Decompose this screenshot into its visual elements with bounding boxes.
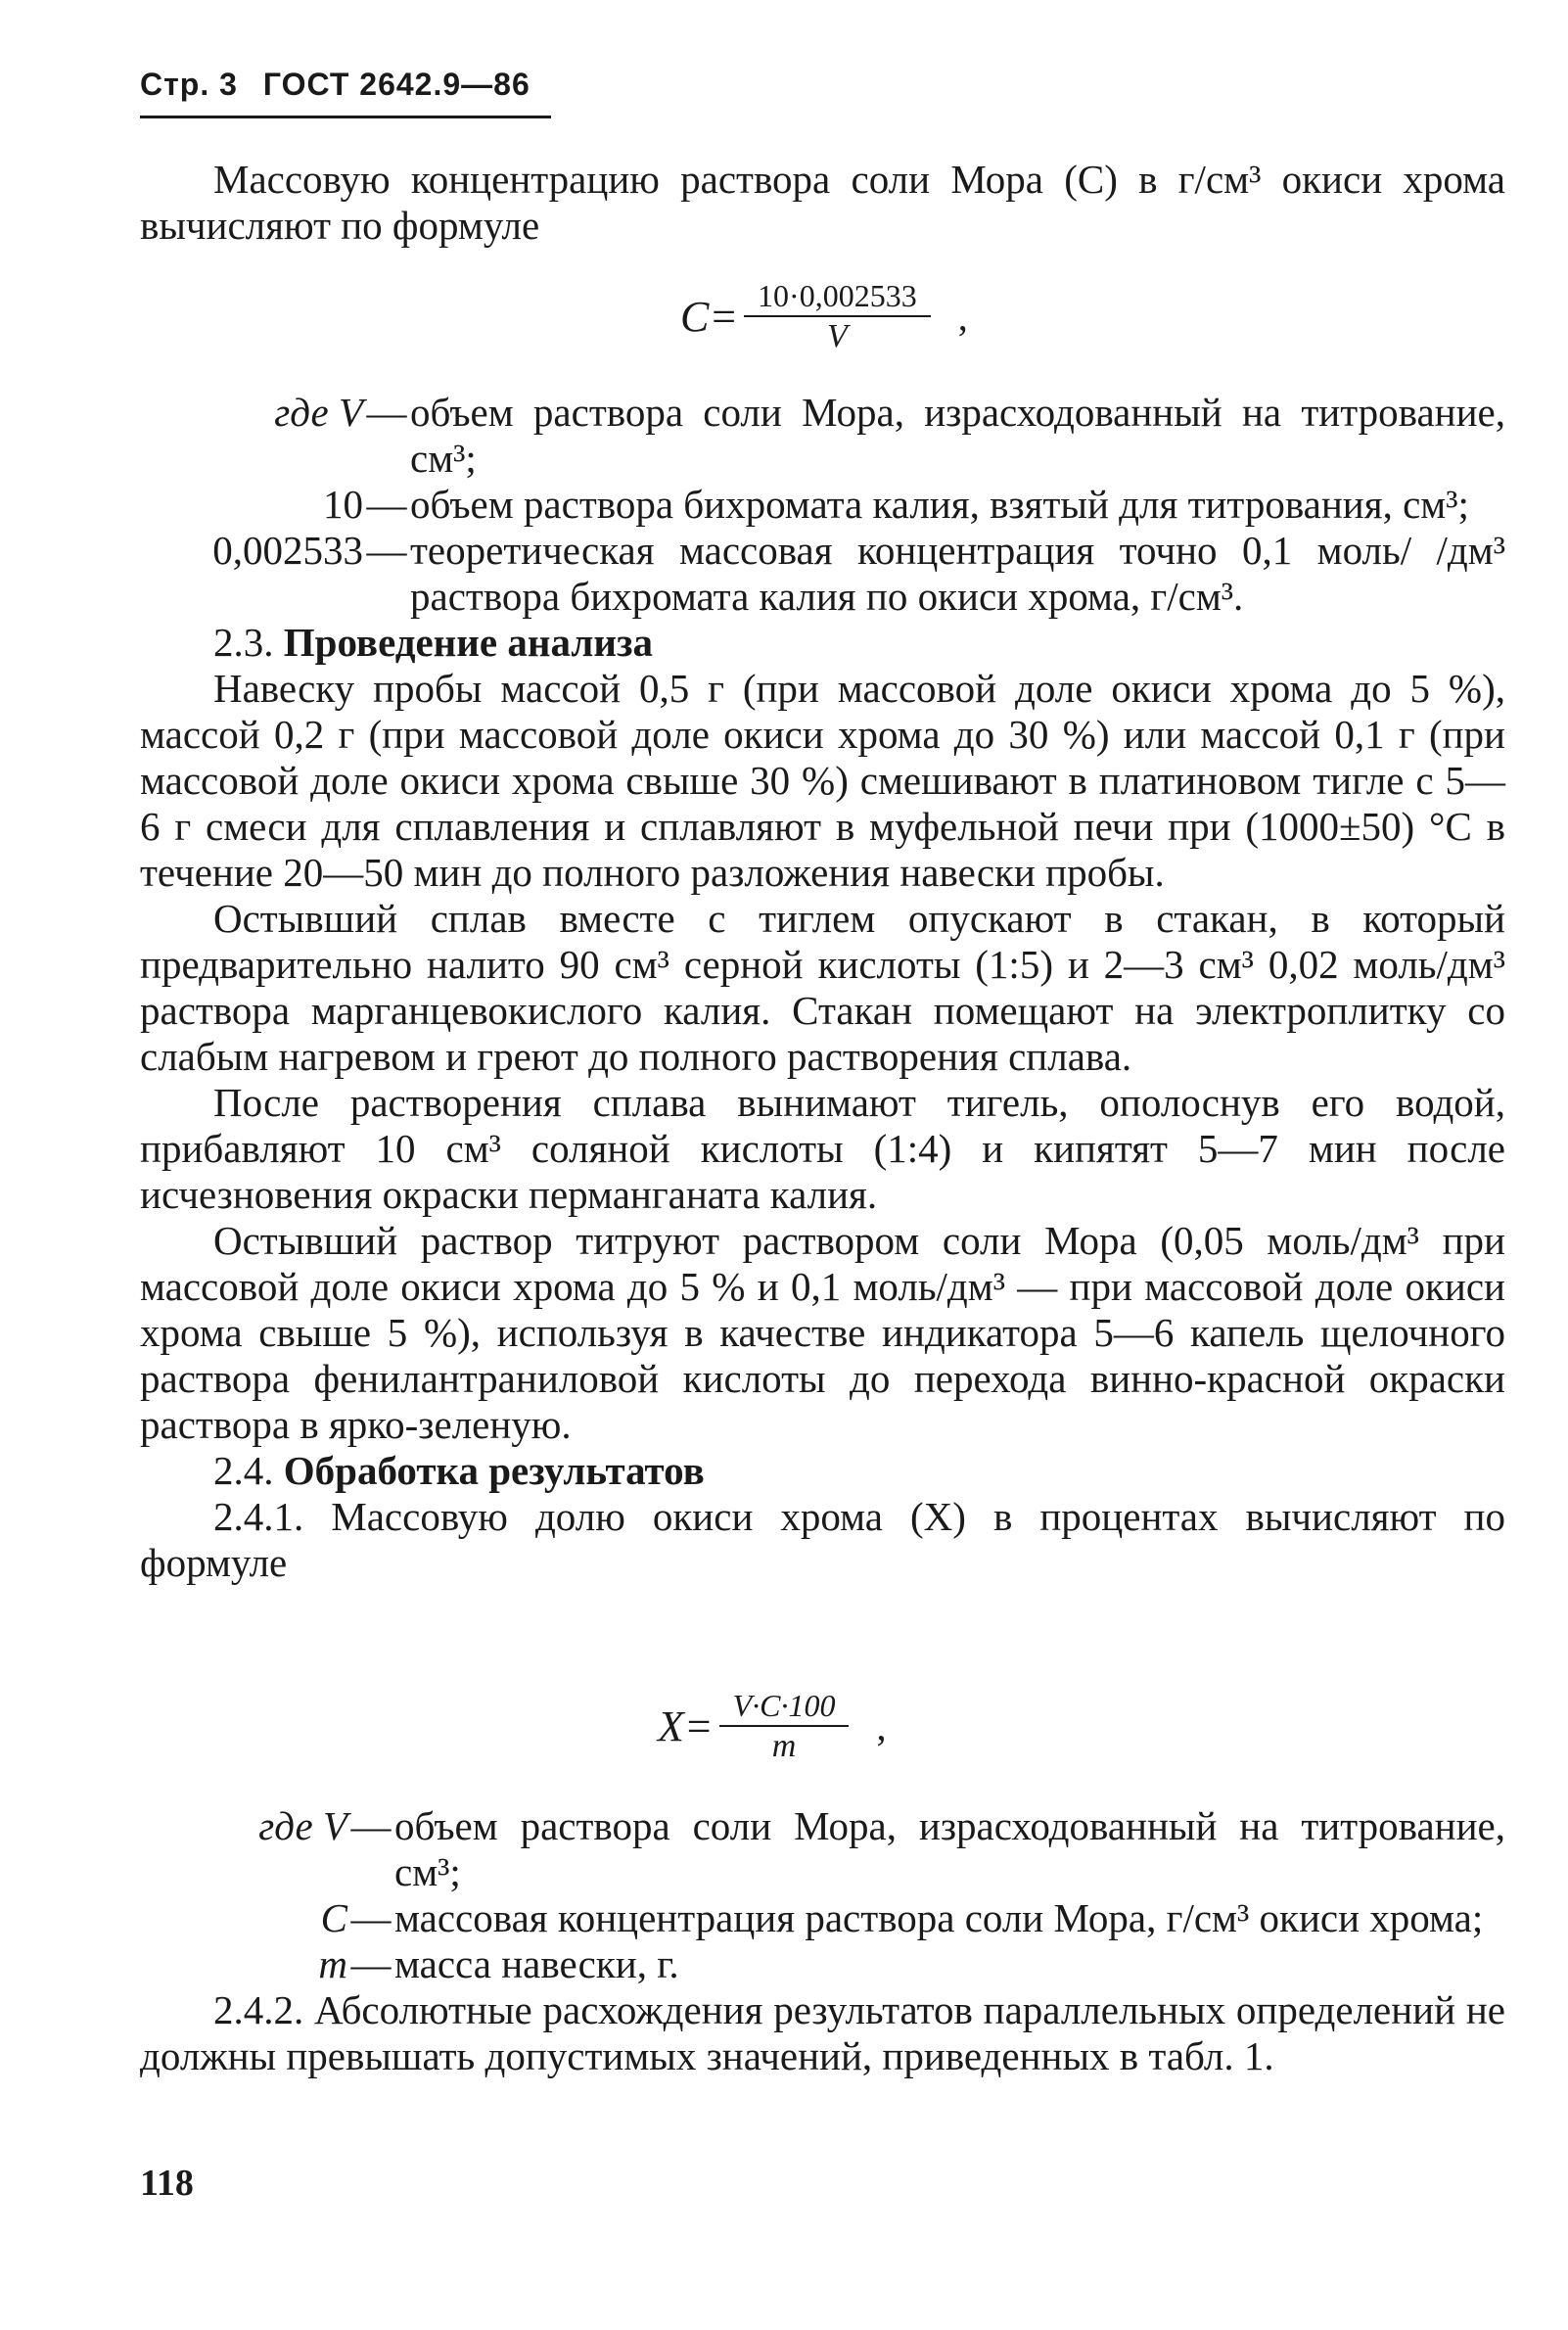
definitions-2: [140, 1803, 1505, 2079]
paragraph-melt: Остывший сплав вместе с тиглем опускают в стакан, в который предварительно налито 90 см³ серной кислоты (1:5) и 2—3 см³ 0,02 моль/дм³ раствора марганцевокислого калия. Стакан помещают на электроплитку со слабым нагревом и греют до полного растворения сплава.: [140, 896, 1505, 1079]
section-title: Обработка результатов: [283, 1448, 705, 1493]
definitions-1: [140, 390, 1505, 1586]
section-number: 2.3.: [213, 620, 274, 665]
formula-c-comma: ,: [957, 294, 968, 339]
section-title: Проведение анализа: [283, 620, 653, 665]
formula-x-denominator: m: [771, 1728, 797, 1764]
definition-dash: —: [350, 1895, 392, 1940]
paragraph-2-4-2: 2.4.2. Абсолютные расхождения результатов параллельных определений не должны превышать допустимых значений, приведенных в табл. 1.: [140, 1987, 1505, 2078]
definition-text: объем раствора соли Мора, израсходованный на титрование, см³;: [410, 390, 1505, 481]
definition-item: [140, 482, 1505, 528]
formula-c-numerator: 10·0,002533: [744, 276, 931, 317]
definition-item: [140, 1941, 1505, 1987]
definition-dash: —: [366, 528, 407, 573]
section-2-3-heading: [140, 620, 1505, 666]
paragraph-titrate: Остывший раствор титруют раствором соли Мора (0,05 моль/дм³ при массовой доле окиси хрома до 5 % и 0,1 моль/дм³ — при массовой доле окиси хрома свыше 5 %), используя в качестве индикатора 5—6 капель щелочного раствора фенилантраниловой кислоты до перехода винно-красной окраски раствора в ярко-зеленую.: [140, 1218, 1505, 1447]
section-number: 2.4.: [213, 1448, 274, 1493]
section-2-4-heading: [140, 1448, 1505, 1494]
definition-dash: —: [366, 482, 407, 527]
paragraph-dissolve: После растворения сплава вынимают тигель, ополоснув его водой, прибавляют 10 см³ соляной кислоты (1:4) и кипятят 5—7 мин после исчезновения окраски перманганата калия.: [140, 1080, 1505, 1217]
definition-item: [140, 528, 1505, 620]
paragraph-sample: Навеску пробы массой 0,5 г (при массовой доле окиси хрома до 5 %), массой 0,2 г (при массовой доле окиси хрома до 30 %) или массой 0,1 г (при массовой доле окиси хрома свыше 30 %) смешивают в платиновом тигле с 5—6 г смеси для сплавления и сплавляют в муфельной печи при (1000±50) °С в течение 20—50 мин до полного разложения навески пробы.: [140, 666, 1505, 895]
definition-text: масса навески, г.: [394, 1941, 679, 1986]
definition-dash: —: [350, 1803, 392, 1848]
definition-symbol: 0,002533: [212, 528, 363, 573]
formula-x-numerator: V·C·100: [719, 1686, 850, 1727]
definition-symbol: m: [318, 1941, 347, 1986]
formula-c: [680, 276, 968, 356]
page-number: 118: [140, 2163, 194, 2204]
formula-x-fraction: [719, 1686, 850, 1766]
definition-dash: —: [366, 390, 407, 435]
paragraph-2-4-1: 2.4.1. Массовую долю окиси хрома (X) в процентах вычисляют по формуле: [140, 1494, 1505, 1585]
definition-text: массовая концентрация раствора соли Мора, г/см³ окиси хрома;: [394, 1895, 1484, 1940]
formula-c-lhs: C=: [680, 292, 739, 341]
definition-item: [140, 1803, 1505, 1895]
intro-block: [140, 157, 1505, 249]
page-header: [140, 67, 530, 103]
definition-symbol: где V: [274, 390, 363, 435]
definition-text: теоретическая массовая концентрация точно 0,1 моль/ /дм³ раствора бихромата калия по окиси хрома, г/см³.: [410, 528, 1505, 619]
formula-x-lhs: X=: [658, 1701, 714, 1750]
formula-x-comma: ,: [876, 1703, 887, 1748]
definition-item: [140, 390, 1505, 482]
header-rule: [140, 116, 551, 118]
definition-symbol: где V: [258, 1803, 347, 1848]
definition-symbol: C: [320, 1895, 347, 1940]
definition-text: объем раствора бихромата калия, взятый для титрования, см³;: [410, 482, 1469, 527]
standard-number: ГОСТ 2642.9—86: [262, 67, 530, 102]
definition-item: [140, 1895, 1505, 1941]
definition-symbol: 10: [323, 482, 363, 527]
page-label: Стр. 3: [140, 67, 238, 102]
formula-c-denominator: V: [826, 318, 848, 354]
intro-paragraph: Массовую концентрацию раствора соли Мора (C) в г/см³ окиси хрома вычисляют по формуле: [140, 157, 1505, 248]
definition-dash: —: [350, 1941, 392, 1986]
formula-x: [658, 1686, 886, 1766]
formula-c-fraction: [744, 276, 931, 356]
definition-text: объем раствора соли Мора, израсходованный на титрование, см³;: [394, 1803, 1505, 1894]
